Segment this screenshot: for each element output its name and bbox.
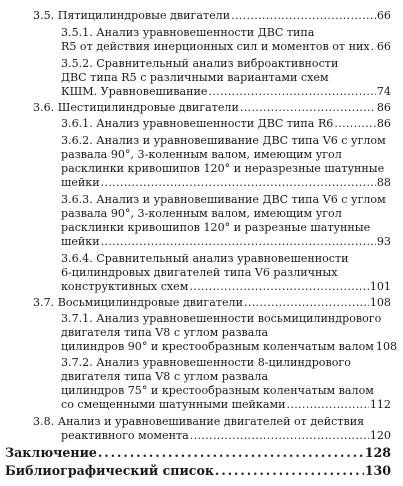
toc-entry-title: шейки [61, 235, 100, 248]
toc-entry-3-5-2-line2[interactable]: ДВС типа R5 с различными вариантами схем [61, 71, 329, 84]
toc-entry-page: 128 [364, 445, 391, 460]
toc-leader-dots [244, 296, 369, 309]
toc-entry-3-5-2[interactable] [61, 85, 391, 98]
toc-entry-3-7-2-line3[interactable]: цилиндров 75° и крестообразным коленчатым валом [61, 384, 374, 397]
toc-entry-3-6-2-line2[interactable]: развала 90°, 3-коленным валом, имеющим угол [61, 148, 342, 161]
toc-entry-title: КШМ. Уравновешивание [61, 85, 208, 98]
toc-leader-dots [231, 9, 376, 22]
toc-leader-dots [240, 101, 376, 114]
toc-entry-3-7-2[interactable] [61, 398, 391, 411]
toc-entry-3-6-2[interactable] [61, 176, 391, 189]
toc-entry-3-6-4-line1[interactable]: 3.6.4. Сравнительный анализ уравновешенности [61, 252, 349, 265]
toc-entry-page: 108 [375, 340, 398, 353]
toc-entry-3-6-3-line3[interactable]: расклинки кривошипов 120° и разрезные шатунные [61, 221, 371, 234]
toc-entry-page: 66 [376, 9, 391, 22]
toc-entry-3-6-4[interactable] [61, 280, 391, 293]
toc-entry-3-7[interactable] [33, 296, 391, 309]
toc-entry-page: 66 [376, 40, 391, 53]
toc-entry-page: 86 [376, 117, 391, 130]
toc-entry-3-6-3-line1[interactable]: 3.6.3. Анализ и уравновешивание ДВС типа V6 с углом [61, 193, 386, 206]
toc-entry-page: 108 [369, 296, 391, 309]
toc-entry-page: 86 [376, 101, 391, 114]
toc-leader-dots [101, 176, 376, 189]
toc-entry-3-6[interactable] [33, 101, 391, 114]
toc-entry-title: цилиндров 90° и крестообразным коленчатым валом [61, 340, 374, 353]
toc-leader-dots [371, 40, 376, 53]
toc-entry-title: R5 от действия инерционных сил и моментов от них [61, 40, 370, 53]
toc-entry-page: 130 [364, 463, 391, 478]
toc-leader-dots [215, 464, 364, 477]
toc-entry-3-5-2-line1[interactable]: 3.5.2. Сравнительный анализ виброактивности [61, 57, 339, 70]
toc-entry-3-6-3-line2[interactable]: развала 90°, 3-коленным валом, имеющим угол [61, 207, 342, 220]
toc-entry-page: 88 [376, 176, 391, 189]
toc-entry-3-7-1[interactable] [61, 340, 398, 353]
toc-entry-page: 112 [369, 398, 391, 411]
toc-entry-3-6-3[interactable] [61, 235, 391, 248]
toc-entry-3-5-1[interactable] [61, 40, 391, 53]
toc-entry-title: конструктивных схем [61, 280, 189, 293]
toc-entry-3-6-2-line3[interactable]: расклинки кривошипов 120° и неразрезные шатунные [61, 162, 385, 175]
toc-entry-title: 3.7. Восьмицилиндровые двигатели [33, 296, 243, 309]
toc-entry-page: 120 [369, 429, 391, 442]
toc-entry-3-7-2-line2[interactable]: двигателя типа V8 с углом развала [61, 370, 269, 383]
toc-leader-dots [190, 429, 369, 442]
toc-entry-title: 3.6. Шестицилиндровые двигатели [33, 101, 239, 114]
toc-leader-dots [189, 280, 368, 293]
toc-entry-title: 3.5. Пятицилиндровые двигатели [33, 9, 231, 22]
toc-entry-page: 101 [369, 280, 391, 293]
toc-entry-title: шейки [61, 176, 100, 189]
toc-entry-3-7-2-line1[interactable]: 3.7.2. Анализ уравновешенности 8-цилиндрового [61, 356, 351, 369]
toc-entry-title: реактивного момента [61, 429, 189, 442]
toc-entry-bibliography[interactable] [5, 464, 391, 477]
toc-entry-3-7-1-line2[interactable]: двигателя типа V8 с углом развала [61, 326, 269, 339]
toc-entry-3-7-1-line1[interactable]: 3.7.1. Анализ уравновешенности восьмицилиндрового [61, 312, 382, 325]
toc-leader-dots [286, 398, 368, 411]
toc-entry-title: Заключение [5, 445, 97, 460]
toc-entry-3-6-1[interactable] [61, 117, 391, 130]
toc-entry-page: 93 [376, 235, 391, 248]
toc-entry-3-8[interactable] [61, 429, 391, 442]
toc-entry-page: 74 [376, 85, 391, 98]
toc-entry-title: 3.6.1. Анализ уравновешенности ДВС типа R6 [61, 117, 334, 130]
toc-entry-3-8-line1[interactable]: 3.8. Анализ и уравновешивание двигателей от действия [33, 415, 365, 428]
toc-entry-conclusion[interactable] [5, 446, 391, 459]
toc-leader-dots [98, 446, 364, 459]
toc-entry-3-5-1-line1[interactable]: 3.5.1. Анализ уравновешенности ДВС типа [61, 26, 315, 39]
toc-leader-dots [208, 85, 375, 98]
toc-entry-title: со смещенными шатунными шейками [61, 398, 286, 411]
toc-entry-3-5[interactable] [33, 9, 391, 22]
toc-entry-3-6-2-line1[interactable]: 3.6.2. Анализ и уравновешивание ДВС типа V6 с углом [61, 134, 386, 147]
toc-entry-3-6-4-line2[interactable]: 6-цилиндровых двигателей типа V6 различных [61, 266, 338, 279]
toc-leader-dots [101, 235, 376, 248]
toc-leader-dots [334, 117, 376, 130]
toc-entry-title: Библиографический список [5, 463, 214, 478]
